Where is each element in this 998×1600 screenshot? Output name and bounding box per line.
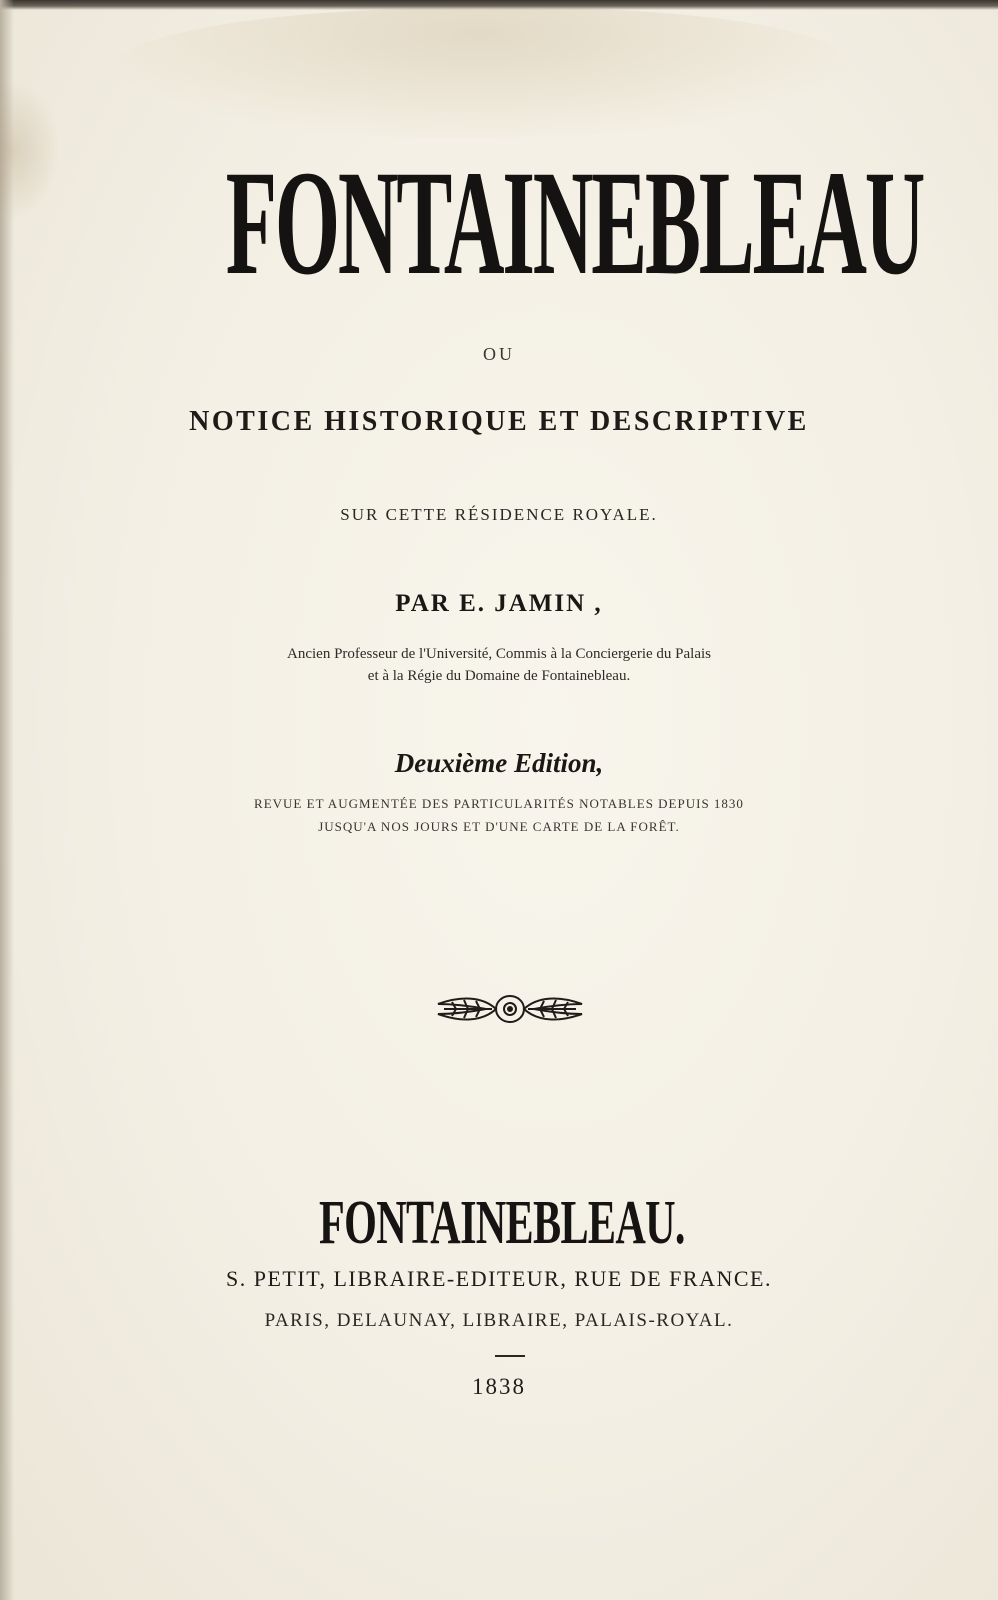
author-credentials — [0, 643, 998, 687]
author-line: PAR E. JAMIN , — [395, 590, 603, 617]
decorative-fleuron-icon — [432, 990, 588, 1028]
subtitle: NOTICE HISTORIQUE ET DESCRIPTIVE — [189, 406, 809, 437]
edition-note-line-2: JUSQU'A NOS JOURS ET D'UNE CARTE DE LA FORÊT. — [318, 819, 680, 834]
edition-note-line-1: REVUE ET AUGMENTÉE DES PARTICULARITÉS NOTABLES DEPUIS 1830 — [254, 796, 744, 811]
conjunction-text: OU — [483, 344, 515, 364]
edition-note — [0, 792, 998, 838]
imprint-publisher: S. PETIT, LIBRAIRE-EDITEUR, RUE DE FRANCE. — [226, 1266, 772, 1291]
author-credentials-line-1: Ancien Professeur de l'Université, Commis à la Conciergerie du Palais — [287, 646, 711, 662]
imprint-paris-bookseller: PARIS, DELAUNAY, LIBRAIRE, PALAIS-ROYAL. — [264, 1310, 734, 1331]
publication-year: 1838 — [472, 1374, 526, 1399]
author-credentials-line-2: et à la Régie du Domaine de Fontainebleau. — [367, 668, 631, 684]
water-stain-left — [0, 80, 60, 220]
water-stain — [110, 8, 850, 138]
edition-statement: Deuxième Edition, — [394, 748, 604, 778]
imprint-city: FONTAINEBLEAU. — [319, 1189, 685, 1257]
book-title: FONTAINEBLEAU — [225, 140, 924, 306]
subtitle-second-line: SUR CETTE RÉSIDENCE ROYALE. — [340, 505, 658, 524]
divider-rule — [495, 1355, 525, 1357]
